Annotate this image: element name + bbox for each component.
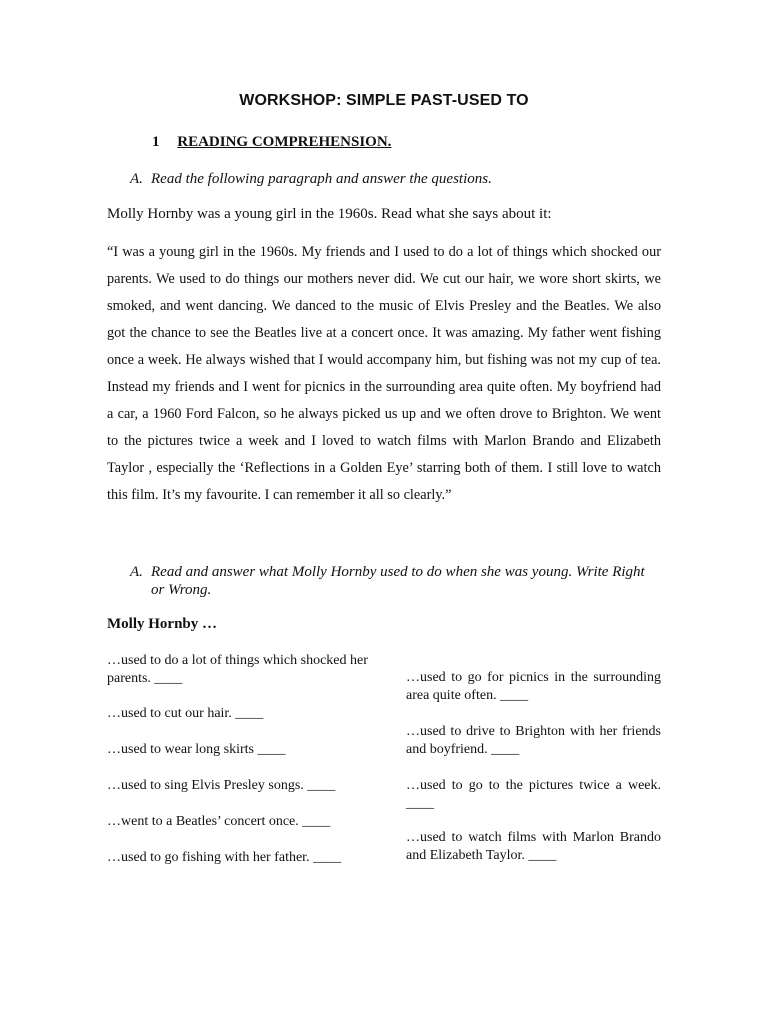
- statement-item: …used to cut our hair. ____: [107, 706, 264, 721]
- statement-item: …used to sing Elvis Presley songs. ____: [107, 778, 336, 793]
- section-number: 1: [152, 134, 160, 150]
- statement-item: …used to drive to Brighton with her friends and boyfriend. ____: [406, 724, 661, 757]
- statement-item: …used to go fishing with her father. ____: [107, 850, 342, 865]
- statement-item: …used to do a lot of things which shocked her parents. ____: [107, 653, 368, 686]
- instruction-read-paragraph: [130, 170, 661, 188]
- student-label: Molly Hornby …: [107, 616, 218, 632]
- statement-item: …used to watch films with Marlon Brando and Elizabeth Taylor. ____: [406, 830, 661, 863]
- statement-item: …used to go for picnics in the surrounding area quite often. ____: [406, 670, 661, 703]
- instruction-letter: A.: [130, 564, 143, 580]
- intro-sentence: Molly Hornby was a young girl in the 1960s. Read what she says about it:: [107, 206, 552, 222]
- section-heading: [152, 134, 391, 151]
- page-title: WORKSHOP: SIMPLE PAST-USED TO: [239, 92, 529, 109]
- instruction-letter: A.: [130, 171, 143, 187]
- reading-paragraph: “I was a young girl in the 1960s. My friends and I used to do a lot of things which shocked our parents. We used to do things our mothers never did. We cut our hair, we wore short skirts, we smoked, and went dancing. We danced to the music of Elvis Presley and the Beatles. We also got the chance to see the Beatles live at a concert once. It was amazing. My father went fishing once a week. He always wished that I would accompany him, but fishing was not my cup of tea. Instead my friends and I went for picnics in the surrounding area quite often. My boyfriend had a car, a 1960 Ford Falcon, so he always picked us up and we often drove to Brighton. We went to the pictures twice a week and I loved to watch films with Marlon Brando and Elizabeth Taylor , especially the ‘Reflections in a Golden Eye’ starring both of them. I still love to watch this film. It’s my favourite. I can remember it all so clearly.”: [107, 244, 661, 503]
- instruction-right-or-wrong: [130, 563, 661, 599]
- statement-item: …used to wear long skirts ____: [107, 742, 286, 757]
- instruction-text: Read the following paragraph and answer the questions.: [151, 171, 492, 187]
- statement-item: …went to a Beatles’ concert once. ____: [107, 814, 331, 829]
- instruction-text: Read and answer what Molly Hornby used to do when she was young. Write Right or Wrong.: [151, 564, 645, 598]
- section-label: READING COMPREHENSION.: [177, 134, 392, 150]
- statement-item: …used to go to the pictures twice a week. ____: [406, 778, 661, 811]
